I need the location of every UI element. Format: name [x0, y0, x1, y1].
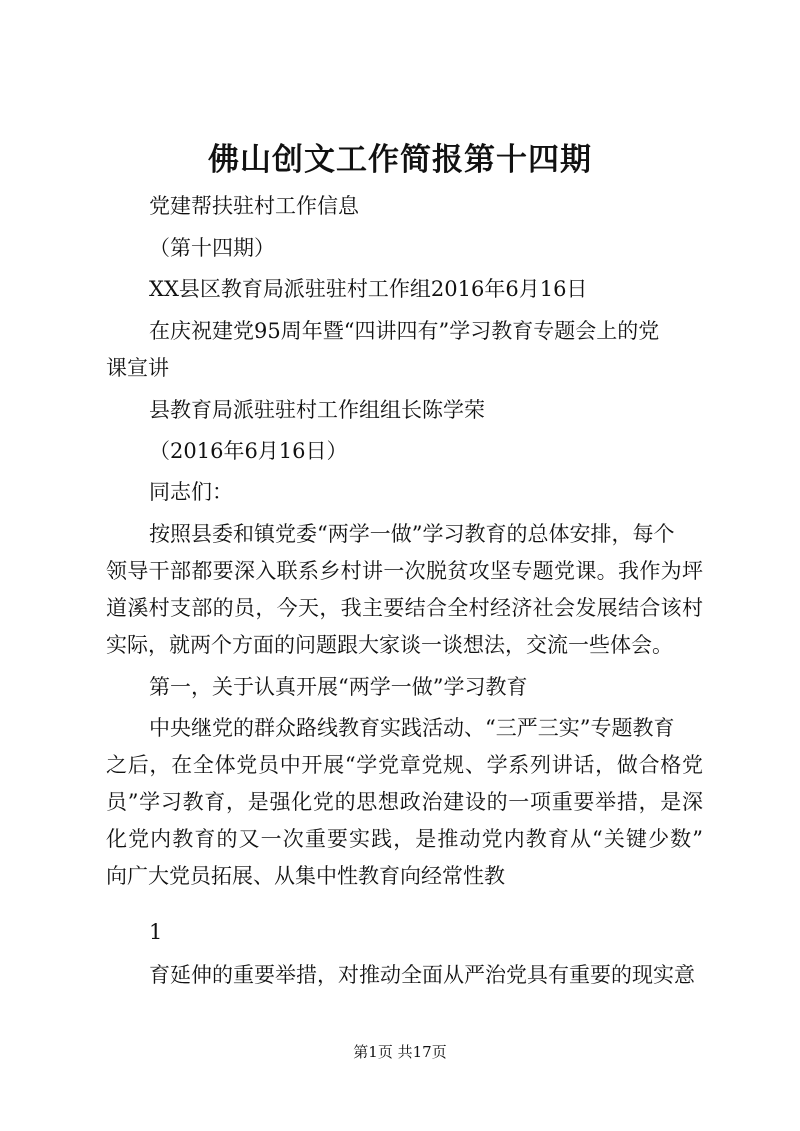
page-footer: 第1页 共17页 [353, 1043, 447, 1061]
paragraph-2-line-3: 员”学习教育，是强化党的思想政治建设的一项重要举措，是深 [106, 790, 703, 814]
page-marker: 1 [149, 920, 163, 944]
document-title: 佛山创文工作简报第十四期 [208, 142, 592, 178]
author-date-line: XX县区教育局派驻驻村工作组2016年6月16日 [149, 277, 588, 301]
paragraph-1-line-2: 领导干部都要深入联系乡村讲一次脱贫攻坚专题党课。我作为坪 [106, 559, 703, 583]
paragraph-3-line-1: 育延伸的重要举措，对推动全面从严治党具有重要的现实意 [149, 963, 695, 987]
paragraph-1-line-4: 实际，就两个方面的问题跟大家谈一谈想法，交流一些体会。 [106, 633, 673, 657]
issue-line: （第十四期） [149, 236, 275, 260]
speech-date-line: （2016年6月16日） [149, 439, 348, 463]
paragraph-2-line-4: 化党内教育的又一次重要实践，是推动党内教育从“关键少数” [106, 827, 703, 851]
paragraph-2-line-2: 之后，在全体党员中开展“学党章党规、学系列讲话，做合格党 [106, 753, 703, 777]
paragraph-2-line-5: 向广大党员拓展、从集中性教育向经常性教 [106, 864, 505, 888]
speaker-line: 县教育局派驻驻村工作组组长陈学荣 [149, 398, 485, 422]
paragraph-1-line-1: 按照县委和镇党委“两学一做”学习教育的总体安排，每个 [149, 522, 675, 546]
section-heading-1: 第一，关于认真开展“两学一做”学习教育 [149, 675, 528, 699]
speech-title-line-1: 在庆祝建党95周年暨“四讲四有”学习教育专题会上的党 [149, 319, 660, 343]
subtitle-line: 党建帮扶驻村工作信息 [149, 194, 359, 218]
paragraph-2-line-1: 中央继党的群众路线教育实践活动、“三严三实”专题教育 [149, 716, 675, 740]
speech-title-line-2: 课宣讲 [106, 356, 169, 380]
paragraph-1-line-3: 道溪村支部的员，今天，我主要结合全村经济社会发展结合该村 [106, 596, 703, 620]
salutation-line: 同志们： [149, 480, 233, 504]
